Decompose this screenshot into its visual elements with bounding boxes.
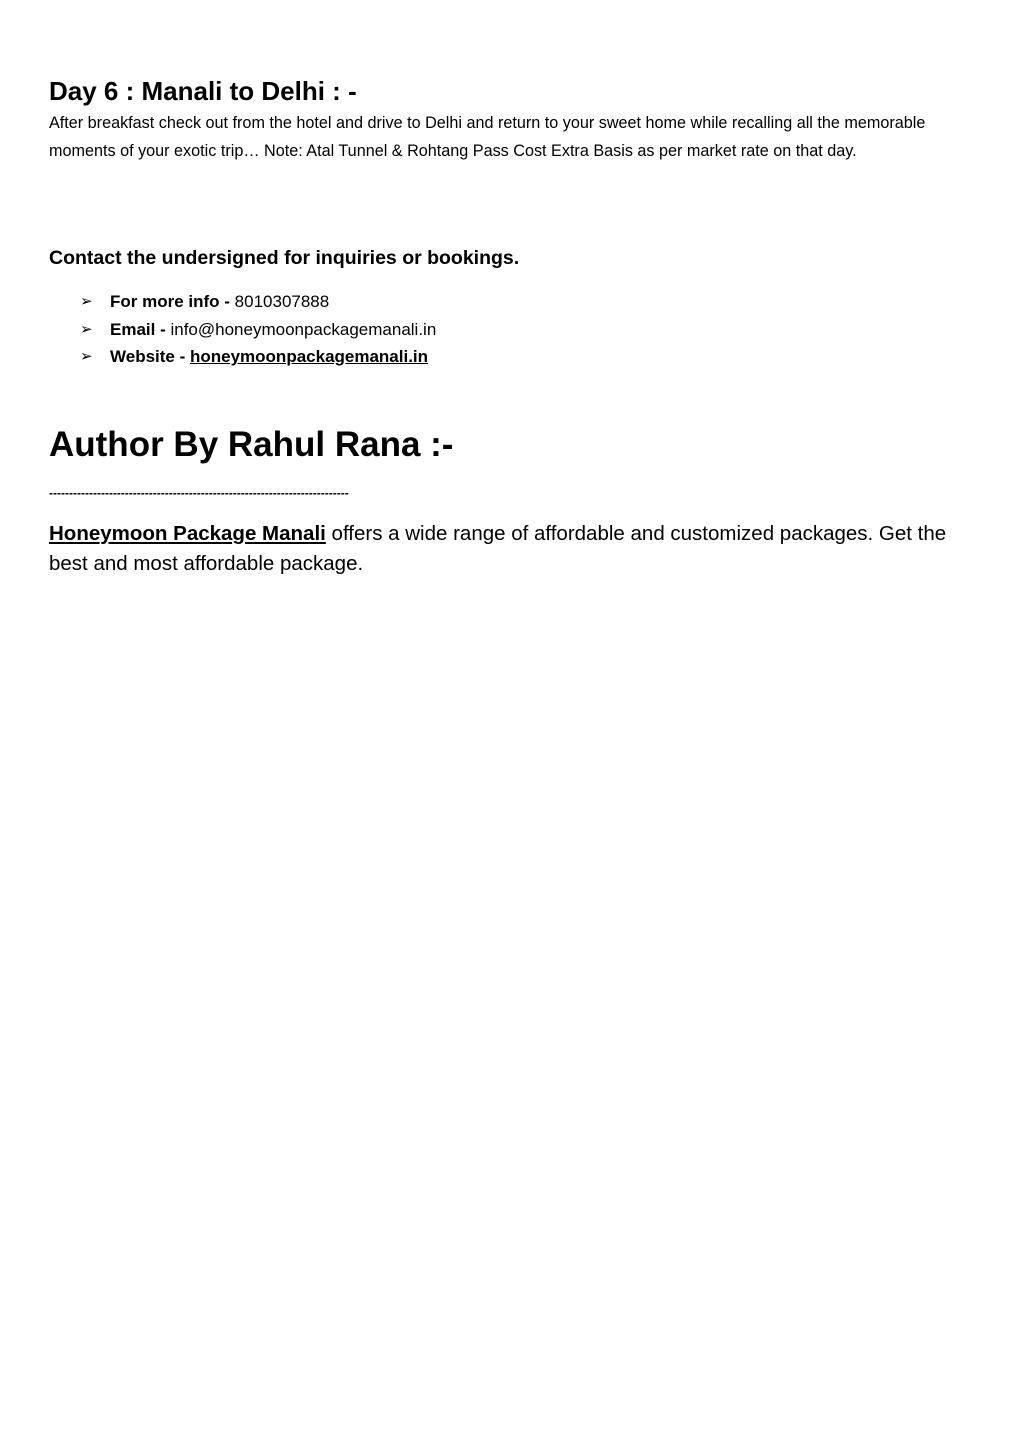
contact-heading: Contact the undersigned for inquiries or bookings.	[49, 247, 520, 269]
arrow-bullet-icon: ➢	[80, 292, 93, 310]
website-label: Website -	[110, 347, 190, 366]
email-label: Email -	[110, 319, 171, 339]
dashed-divider: ---------------------------------------------------------------------------	[49, 486, 349, 500]
day-6-description: After breakfast check out from the hotel and drive to Delhi and return to your sweet home while recalling all the memorable moments of your exotic trip… Note: Atal Tunnel & Rohtang Pass Cost Extra Basis as per market rate on that day.	[49, 114, 926, 160]
arrow-bullet-icon: ➢	[80, 347, 93, 365]
contact-item-email	[80, 316, 436, 344]
contact-item-website	[80, 343, 436, 371]
arrow-bullet-icon: ➢	[80, 319, 93, 338]
phone-value: 8010307888	[234, 292, 330, 311]
phone-label: For more info -	[110, 292, 235, 311]
author-heading: Author By Rahul Rana :-	[49, 425, 454, 464]
honeymoon-package-link[interactable]: Honeymoon Package Manali	[49, 522, 326, 545]
contact-list	[80, 288, 436, 371]
email-value: info@honeymoonpackagemanali.in	[170, 319, 437, 339]
promo-text: offers a wide range of affordable and customized packages. Get the best and most affordable package.	[49, 522, 947, 575]
contact-item-phone	[80, 288, 436, 316]
website-link[interactable]: honeymoonpackagemanali.in	[189, 347, 429, 366]
day-6-heading: Day 6 : Manali to Delhi : -	[49, 76, 357, 106]
promo-paragraph	[49, 519, 984, 579]
